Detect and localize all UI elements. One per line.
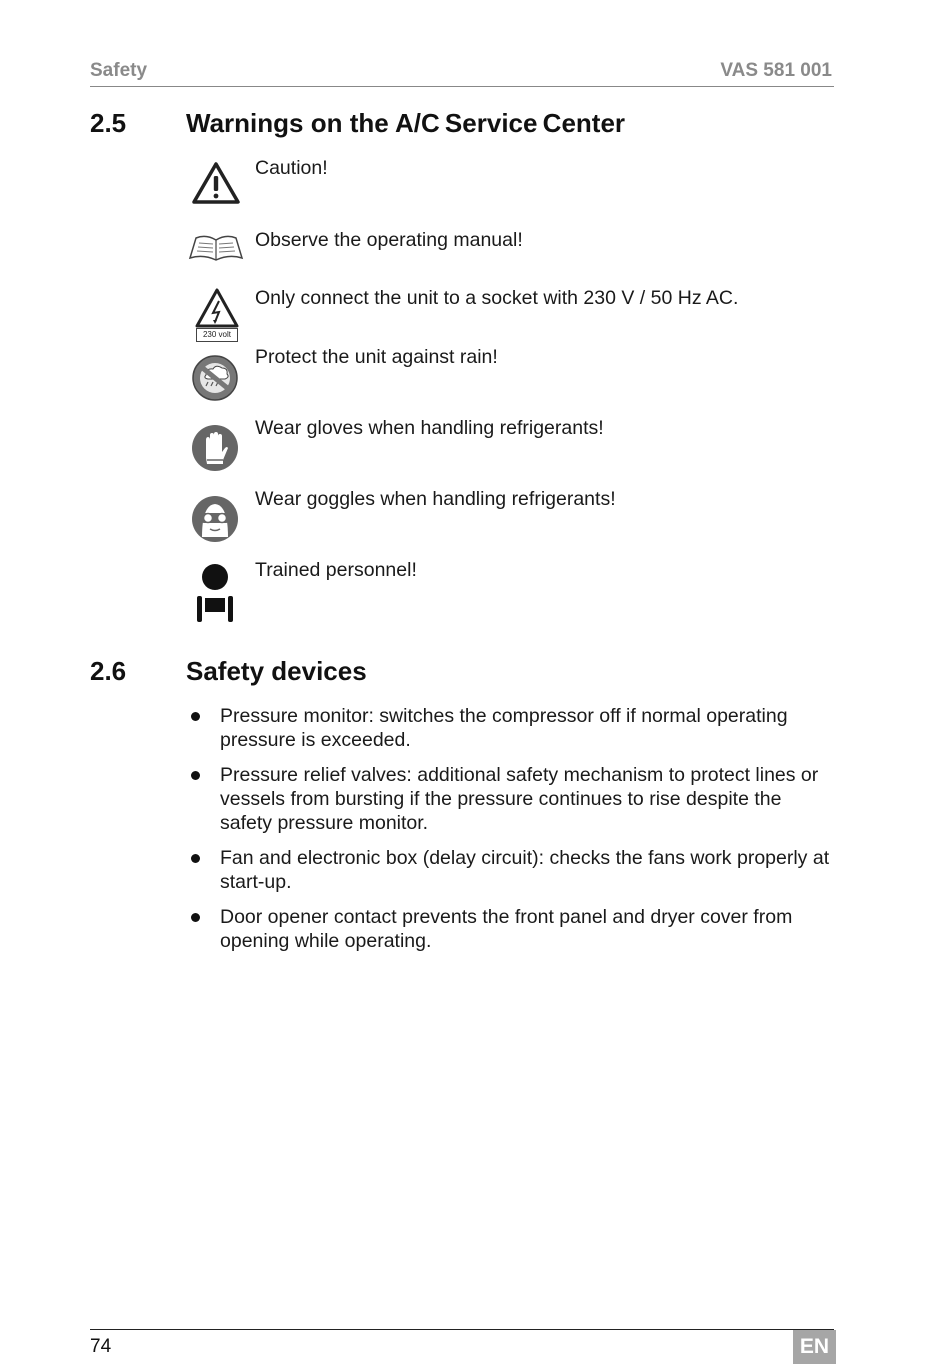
list-item	[186, 704, 836, 752]
list-item-text: Fan and electronic box (delay circuit): checks the fans work properly at start-up.	[220, 847, 830, 893]
warning-row	[186, 156, 836, 216]
warning-text: Caution!	[255, 157, 328, 179]
no-rain-icon	[186, 353, 246, 415]
bullet-icon	[191, 771, 200, 780]
section-number: 2.5	[90, 108, 127, 138]
gloves-icon	[186, 422, 246, 484]
warning-text: Protect the unit against rain!	[255, 346, 498, 368]
high-voltage-icon	[186, 286, 246, 346]
warning-text: Wear goggles when handling refrigerants!	[255, 488, 616, 510]
warning-text: Trained personnel!	[255, 559, 417, 581]
footer-divider	[90, 1329, 834, 1330]
list-item	[186, 846, 836, 894]
bullet-icon	[191, 854, 200, 863]
list-item-text: Pressure relief valves: additional safety mechanism to protect lines or vessels from bursting if the pressure continues to rise despite the safety pressure monitor.	[220, 764, 819, 834]
warning-row	[186, 286, 836, 346]
warning-row	[186, 487, 836, 547]
section-title: Warnings on the A/C Service Center	[186, 108, 626, 138]
page-header	[90, 60, 834, 87]
section-title: Safety devices	[186, 656, 367, 686]
warning-text: Observe the operating manual!	[255, 229, 523, 251]
safety-devices-list	[186, 704, 836, 964]
caution-triangle-icon	[186, 156, 246, 218]
warning-row	[186, 558, 836, 618]
list-item-text: Door opener contact prevents the front panel and dryer cover from opening while operating.	[220, 906, 793, 952]
bullet-icon	[191, 913, 200, 922]
bullet-icon	[191, 712, 200, 721]
page-number: 74	[90, 1336, 112, 1357]
warning-text: Wear gloves when handling refrigerants!	[255, 417, 604, 439]
section-number: 2.6	[90, 656, 127, 686]
list-item-text: Pressure monitor: switches the compressor off if normal operating pressure is exceeded.	[220, 705, 788, 751]
warning-text: Only connect the unit to a socket with 230 V / 50 Hz AC.	[255, 287, 739, 309]
open-manual-icon	[186, 228, 246, 290]
language-badge: EN	[793, 1330, 836, 1364]
trained-personnel-icon	[186, 562, 246, 624]
list-item	[186, 763, 836, 835]
list-item	[186, 905, 836, 953]
voltage-label: 230 volt	[196, 328, 238, 342]
warning-row	[186, 416, 836, 476]
header-section-name: Safety	[90, 60, 148, 81]
header-doc-id: VAS 581 001	[720, 60, 832, 81]
goggles-icon	[186, 493, 246, 555]
warning-row	[186, 228, 836, 288]
warning-row	[186, 345, 836, 405]
